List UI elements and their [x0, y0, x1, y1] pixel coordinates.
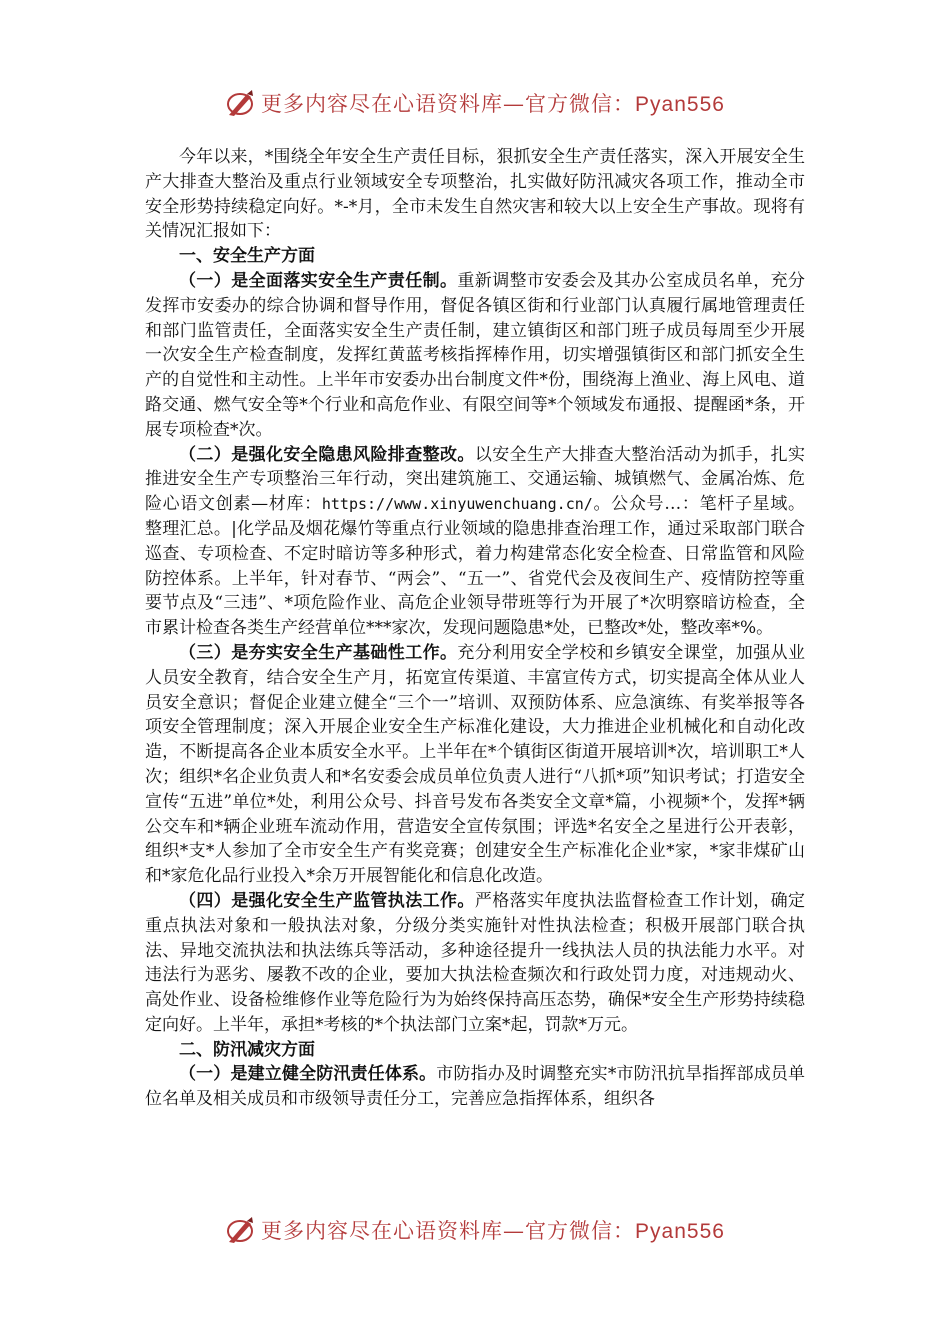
header-banner [0, 83, 950, 123]
banner-text: 更多内容尽在心语资料库—官方微信：Pyan556 [261, 1219, 725, 1243]
paragraph-responsibility: （一）是全面落实安全生产责任制。重新调整市安委会及其办公室成员名单，充分发挥市安委办的综合协调和督导作用，督促各镇区街和行业部门认真履行属地管理责任和部门监管责任，全面落实安全生产责任制，建立镇街区和部门班子成员每周至少开展一次安全生产检查制度，发挥红黄蓝考核指挥棒作用，切实增强镇街区和部门抓安全生产的自觉性和主动性。上半年市安委办出台制度文件*份，围绕海上渔业、海上风电、道路交通、燃气安全等*个行业和高危作业、有限空间等*个领域发布通报、提醒函*条，开展专项检查*次。 [145, 270, 806, 440]
footer-banner [0, 1210, 950, 1250]
paragraph-lead: （三）是夯实安全生产基础性工作。 [179, 642, 458, 663]
website-url: https://www.xinyuwenchuang.cn/ [321, 495, 593, 514]
paragraph-lead: （四）是强化安全生产监管执法工作。 [179, 890, 475, 911]
intro-paragraph: 今年以来，*围绕全年安全生产责任目标，狠抓安全生产责任落实，深入开展安全生产大排查大整治及重点行业领域安全专项整治，扎实做好防汛减灾各项工作，推动全市安全形势持续稳定向好。*-*月，全市未发生自然灾害和较大以上安全生产事故。现将有关情况汇报如下： [145, 147, 805, 242]
wechat-id: Pyan556 [635, 93, 725, 116]
paragraph-lead: （一）是全面落实安全生产责任制。 [179, 270, 458, 291]
paragraph-risk-inspection: （二）是强化安全隐患风险排查整改。以安全生产大排查大整治活动为抓手，扎实推进安全生产专项整治三年行动，突出建筑施工、交通运输、城镇燃气、金属冶炼、危险心语文创素—材库：https://www.xinyuwenchuang.cn/。公众号…：笔杆子星域。整理汇总。|化学品及烟花爆竹等重点行业领域的隐患排查治理工作，通过采取部门联合巡查、专项检查、不定时暗访等多种形式，着力构建常态化安全检查、日常监管和风险防控体系。上半年，针对春节、“两会”、“五一”、省党代会及夜间生产、疫情防控等重要节点及“三违”、*项危险作业、高危企业领导带班等行为开展了*次明察暗访检查，全市累计检查各类生产经营单位***家次，发现问题隐患*处，已整改*处，整改率*%。 [145, 444, 806, 639]
pen-nib-logo-icon [225, 1215, 255, 1245]
paragraph-flood-responsibility: （一）是建立健全防汛责任体系。市防指办及时调整充实*市防汛抗旱指挥部成员单位名单及相关成员和市级领导责任分工，完善应急指挥体系，组织各 [145, 1064, 806, 1110]
paragraph-lead: （一）是建立健全防汛责任体系。 [179, 1064, 437, 1085]
pen-nib-logo-icon [225, 88, 255, 118]
section-heading-safety: 一、安全生产方面 [179, 246, 315, 267]
document-body [145, 145, 805, 1112]
banner-text: 更多内容尽在心语资料库—官方微信：Pyan556 [261, 92, 725, 116]
paragraph-lead: （二）是强化安全隐患风险排查整改。 [179, 444, 475, 465]
wechat-id: Pyan556 [635, 1220, 725, 1243]
section-heading-flood: 二、防汛减灾方面 [179, 1039, 315, 1060]
paragraph-law-enforcement: （四）是强化安全生产监管执法工作。严格落实年度执法监督检查工作计划，确定重点执法对象和一般执法对象，分级分类实施针对性执法检查；积极开展部门联合执法、异地交流执法和执法练兵等活动，多种途径提升一线执法人员的执法能力水平。对违法行为恶劣、屡教不改的企业，要加大执法检查频次和行政处罚力度，对违规动火、高处作业、设备检维修作业等危险行为为始终保持高压态势，确保*安全生产形势持续稳定向好。上半年，承担*考核的*个执法部门立案*起，罚款*万元。 [145, 890, 806, 1035]
paragraph-foundation-work: （三）是夯实安全生产基础性工作。充分利用安全学校和乡镇安全课堂，加强从业人员安全教育，结合安全生产月，拓宽宣传渠道、丰富宣传方式，切实提高全体从业人员安全意识；督促企业建立健全“三个一”培训、双预防体系、应急演练、有奖举报等各项安全管理制度；深入开展企业安全生产标准化建设，大力推进企业机械化和自动化改造，不断提高各企业本质安全水平。上半年在*个镇街区街道开展培训*次，培训职工*人次；组织*名企业负责人和*名安委会成员单位负责人进行“八抓*项”知识考试；打造安全宣传“五进”单位*处，利用公众号、抖音号发布各类安全文章*篇，小视频*个，发挥*辆公交车和*辆企业班车流动作用，营造安全宣传氛围；评选*名安全之星进行公开表彰，组织*支*人参加了全市安全生产有奖竞赛；创建安全生产标准化企业*家，*家非煤矿山和*家危化品行业投入*余万开展智能化和信息化改造。 [145, 642, 806, 887]
